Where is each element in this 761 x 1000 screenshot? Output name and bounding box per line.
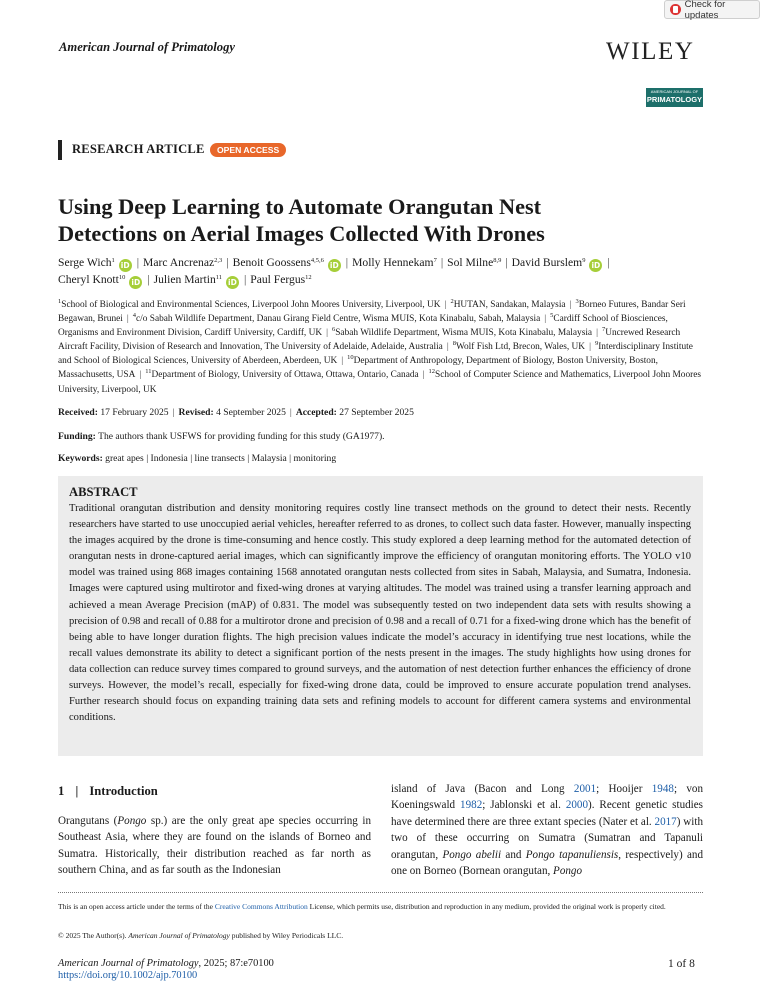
article-type-bar: [58, 140, 62, 160]
affiliation: $^6$Sabah Wildlife Department, Wisma MUIS, Kota Kinabalu, Malaysia: [331, 326, 593, 339]
affiliations: $^1$School of Biological and Environmental Sciences, Liverpool John Moores University, Liverpool, UK | $^2$HUTAN, Sandakan, Malaysia | $^3$Borneo Futures, Bandar Seri Begawan, Brunei | $^4$c/o Sabah Wildlife Department, Danau Girang Field Centre, Wisma MUIS, Kota Kinabalu, Sabah, Malaysia | $^5$Cardiff School of Biosciences, Organisms and Environment Division, Cardiff University, Cardiff, UK | $^6$Sabah Wildlife Department, Wisma MUIS, Kota Kinabalu, Malaysia | $^7$Uncrewed Research Aircraft Facility, Division of Research and Innovation, The University of Adelaide, Adelaide, Australia | $^8$Wolf Fish Ltd, Brecon, Wales, UK | $^9$Interdisciplinary Institute and School of Biological Sciences, University of Aberdeen, Aberdeen, UK | $^{10}$Department of Anthropology, Department of Biology, Boston University, Boston, Massachusetts, USA | $^{11}$Department of Biology, University of Ottawa, Ottawa, Ontario, Canada | $^{12}$School of Computer Science and Mathematics, Liverpool John Moores University, Liverpool, UK: [58, 298, 702, 395]
publisher-logo[interactable]: WILEY: [606, 38, 695, 65]
affiliation: $^8$Wolf Fish Ltd, Brecon, Wales, UK: [452, 340, 586, 353]
orcid-icon[interactable]: iD: [589, 259, 602, 272]
article-title: [58, 194, 545, 247]
author-name[interactable]: Serge Wich: [58, 256, 112, 269]
author-name[interactable]: David Burslem: [511, 256, 583, 269]
author: Serge Wich$^1$ iD: [58, 256, 133, 269]
keywords: Keywords: great apes | Indonesia | line transects | Malaysia | monitoring: [58, 453, 337, 464]
footnote-divider: [58, 892, 703, 893]
journal-logo[interactable]: [646, 88, 703, 107]
author-name[interactable]: Marc Ancrenaz: [143, 256, 215, 269]
author: Paul Fergus$^{12}$: [250, 273, 312, 286]
section-title: Introduction: [89, 784, 158, 798]
abstract-box: [58, 476, 703, 756]
affiliation: $^2$HUTAN, Sandakan, Malaysia: [450, 298, 566, 310]
author: Sol Milne$^{8,9}$: [447, 256, 502, 269]
orcid-icon[interactable]: iD: [129, 276, 142, 289]
author-name[interactable]: Sol Milne: [447, 256, 494, 269]
copyright-statement: © 2025 The Author(s). American Journal of Primatology published by Wiley Periodicals LLC.: [58, 931, 344, 940]
citation-link[interactable]: 2017: [654, 815, 677, 828]
license-link[interactable]: Creative Commons Attribution: [214, 902, 308, 911]
orcid-icon[interactable]: iD: [328, 259, 341, 272]
author-list: Serge Wich$^1$ iD | Marc Ancrenaz$^{2,3}$ | Benoit Goossens$^{4,5,6}$ iD | Molly Hennekam$^7$ | Sol Milne$^{8,9}$ | David Burslem$^9$ iD | Cheryl Knott$^{10}$ iD | Julien Martin$^{11}$ iD | Paul Fergus$^{12}$: [58, 256, 610, 287]
citation-link[interactable]: 2001: [573, 783, 597, 795]
intro-left-column: Orangutans (Pongo sp.) are the only great ape species occurring in Southeast Asia, where they are found on the islands of Borneo and Sumatra. Historically, their distribution reached as far north as southern China, and as far south as the Indonesian: [58, 815, 371, 877]
affiliation: $^4$c/o Sabah Wildlife Department, Danau Girang Field Centre, Wisma MUIS, Kota Kinabalu, Sabah, Malaysia: [132, 312, 541, 325]
title-line-1: Using Deep Learning to Automate Orangutan Nest: [58, 194, 542, 219]
section-heading-introduction: [58, 784, 158, 799]
doi-link[interactable]: https://doi.org/10.1002/ajp.70100: [58, 970, 198, 981]
author: Marc Ancrenaz$^{2,3}$: [143, 256, 223, 269]
journal-logo-small: AMERICAN JOURNAL OF: [650, 89, 699, 94]
orcid-icon[interactable]: iD: [119, 259, 132, 272]
page-number: 1 of 8: [668, 958, 695, 970]
journal-logo-big: PRIMATOLOGY: [646, 95, 703, 104]
author-name[interactable]: Paul Fergus: [250, 273, 306, 286]
author: Julien Martin$^{11}$ iD: [154, 273, 240, 286]
funding-statement: Funding: The authors thank USFWS for providing funding for this study (GA1977).: [58, 431, 385, 442]
crossmark-icon: [670, 4, 681, 15]
author-name[interactable]: Molly Hennekam: [352, 256, 434, 269]
article-type: RESEARCH ARTICLE: [72, 142, 205, 156]
affiliation: $^7$Uncrewed Research Aircraft Facility, Division of Research and Innovation, The University of Adelaide, Adelaide, Australia: [58, 326, 681, 353]
check-for-updates-label: Check for updates: [684, 0, 726, 21]
author-name[interactable]: Julien Martin: [153, 273, 216, 286]
author: David Burslem$^9$ iD: [512, 256, 604, 269]
affiliation: $^{11}$Department of Biology, University of Ottawa, Ottawa, Ontario, Canada: [145, 368, 419, 381]
affiliation: $^3$Borneo Futures, Bandar Seri Begawan, Brunei: [58, 298, 686, 325]
affiliation: $^1$School of Biological and Environmental Sciences, Liverpool John Moores University, Liverpool, UK: [58, 298, 441, 310]
journal-name: American Journal of Primatology: [59, 40, 235, 54]
affiliation: $^9$Interdisciplinary Institute and School of Biological Sciences, University of Aberdeen, Aberdeen, UK: [58, 340, 693, 367]
footer-citation: American Journal of Primatology, 2025; 87:e70100: [58, 958, 274, 969]
author: Benoit Goossens$^{4,5,6}$ iD: [233, 256, 342, 269]
intro-right-column: island of Java (Bacon and Long 2001; Hooijer 1948; von Koeningswald 1982; Jablonski et al. 2000). Recent genetic studies have determined there are three extant species (Nater et al. 2017) with two of these occurring on Sumatra (Sumatran and Tapanuli orangutan, Pongo abelii and Pongo tapanuliensis, respectively) and one on Borneo (Bornean orangutan, Pongo: [391, 783, 704, 878]
title-line-2: Detections on Aerial Images Collected With Drones: [58, 220, 545, 246]
article-dates: Received: 17 February 2025 | Revised: 4 September 2025 | Accepted: 27 September 2025: [58, 407, 414, 418]
citation-link[interactable]: 1948: [651, 783, 674, 795]
affiliation: $^{12}$School of Computer Science and Mathematics, Liverpool John Moores University, Liverpool, UK: [58, 368, 702, 395]
license-statement: This is an open access article under the terms of the Creative Commons Attribution License, which permits use, distribution and reproduction in any medium, provided the original work is properly cited.: [58, 902, 666, 911]
section-divider: |: [75, 784, 79, 798]
author-name[interactable]: Cheryl Knott: [58, 273, 119, 286]
abstract-text: Traditional orangutan distribution and density monitoring requires costly line transect methods on the ground to detect their nests. Recently researchers have started to use unoccupied aerial vehicles, hereafter referred to as drones, to collect such data faster. However, manually inspecting the images acquired by the drone is time-consuming and hence costly. This study explored a deep learning method for the automated detection of orangutan nests in drone-captured aerial images, which can significantly improve the efficiency of orangutan monitoring efforts. The YOLO v10 model was trained using 868 images containing 1568 annotated orangutan nests collected from sites in Sabah, Malaysia, and Sumatra, Indonesia. Images were captured using multirotor and fixed-wing drones at varying altitudes. The model was trained using a transfer learning approach and achieved a mean Average Precision (mAP) of 0.831. The model was subsequently tested on two independent data sets with results showing a precision of 0.98 and recall of 0.88 for a multirotor drone and precision of 0.98 and a recall of 0.71 for a fixed-wing drone which has the benefit of being able to have longer duration flights. The high precision values indicate the model’s accuracy in identifying true nest locations, while the recall values demonstrate its ability to detect a significant portion of the nests present in the images. The study highlights how using drones for data collection can reduce survey times compared to ground surveys, and the automation of nest detection further enhances the efficiency of drone surveys. However, the model’s recall, especially for fixed-wing drone data, could be improved to ensure accurate population trend analyses. Further research should focus on expanding training data sets and refining models to account for different camera systems and environmental conditions.: [69, 503, 691, 724]
author: Molly Hennekam$^7$: [352, 256, 437, 269]
citation-link[interactable]: 1982: [460, 799, 483, 812]
author-name[interactable]: Benoit Goossens: [232, 256, 311, 269]
affiliation: $^{10}$Department of Anthropology, Department of Biology, Boston University, Boston, Massachusetts, USA: [58, 354, 658, 381]
citation-link[interactable]: 2000: [565, 799, 589, 812]
check-for-updates-button[interactable]: [664, 0, 760, 19]
affiliation: $^5$Cardiff School of Biosciences, Organisms and Environment Division, Cardiff University, Cardiff, UK: [58, 312, 668, 339]
orcid-icon[interactable]: iD: [226, 276, 239, 289]
author: Cheryl Knott$^{10}$ iD: [58, 273, 143, 286]
section-number: 1: [58, 784, 65, 798]
open-access-badge[interactable]: OPEN ACCESS: [210, 143, 286, 157]
abstract-heading: ABSTRACT: [69, 485, 138, 499]
